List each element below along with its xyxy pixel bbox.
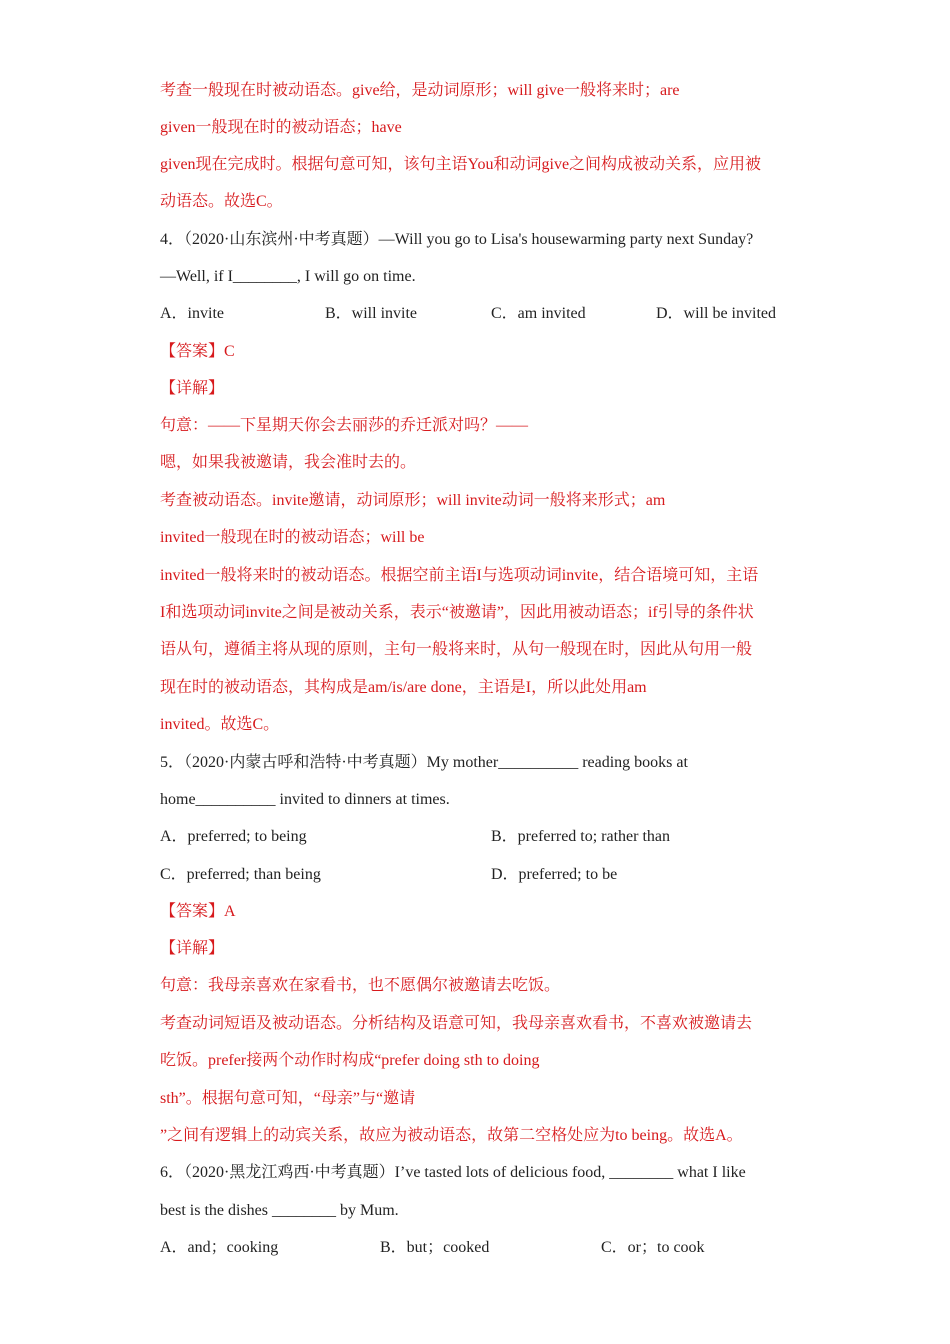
q4-answer: 【答案】C (160, 343, 235, 360)
q6-option-b: B．but；cooked (380, 1239, 490, 1256)
q5-answer: 【答案】A (160, 903, 236, 920)
q6-stem-line1: 6．（2020·黑龙江鸡西·中考真题）I’ve tasted lots of delicious food, ________ what I like (160, 1164, 746, 1181)
q4-explanation-line: invited一般将来时的被动语态。根据空前主语I与选项动词invite，结合语境可知，主语 (160, 567, 759, 584)
q6-stem-line2: best is the dishes ________ by Mum. (160, 1202, 399, 1219)
q5-explanation-line: sth”。根据句意可知，“母亲”与“邀请 (160, 1090, 416, 1107)
q5-option-b: B．preferred to; rather than (491, 828, 671, 845)
q4-option-a: A．invite (160, 305, 224, 322)
q4-explanation-line: invited一般现在时的被动语态；will be (160, 529, 425, 546)
q4-stem-line2: —Well, if I________, I will go on time. (160, 268, 416, 285)
q5-explanation-line: ”之间有逻辑上的动宾关系，故应为被动语态，故第二空格处应为to being。故选A。 (160, 1127, 743, 1144)
q6-option-a: A．and；cooking (160, 1239, 279, 1256)
q4-option-c: C．am invited (491, 305, 586, 322)
q4-option-b: B．will invite (325, 305, 418, 322)
q4-detail-label: 【详解】 (160, 380, 225, 397)
q4-explanation-line: invited。故选C。 (160, 716, 280, 733)
q4-option-d: D．will be invited (656, 305, 776, 322)
q4-explanation-line: 嗯，如果我被邀请，我会准时去的。 (160, 454, 417, 471)
q4-explanation-line: 考查被动语态。invite邀请，动词原形；will invite动词一般将来形式；am (160, 492, 666, 509)
q5-explanation-line: 句意：我母亲喜欢在家看书，也不愿偶尔被邀请去吃饭。 (160, 977, 561, 994)
q3-explanation-line: 考查一般现在时被动语态。give给，是动词原形；will give一般将来时；are (160, 82, 680, 99)
q3-explanation-line: given一般现在时的被动语态；have (160, 119, 402, 136)
q4-explanation-line: 语从句，遵循主将从现的原则，主句一般将来时，从句一般现在时，因此从句用一般 (160, 641, 753, 658)
q3-explanation-line: given现在完成时。根据句意可知，该句主语You和动词give之间构成被动关系，应用被 (160, 156, 762, 173)
q4-explanation-line: 句意：——下星期天你会去丽莎的乔迁派对吗？—— (160, 417, 529, 434)
q4-explanation-line: 现在时的被动语态，其构成是am/is/are done，主语是I，所以此处用am (160, 679, 647, 696)
q4-stem-line1: 4．（2020·山东滨州·中考真题）—Will you go to Lisa's housewarming party next Sunday? (160, 231, 754, 248)
q5-detail-label: 【详解】 (160, 940, 225, 957)
q5-option-d: D．preferred; to be (491, 866, 618, 883)
q5-explanation-line: 考查动词短语及被动语态。分析结构及语意可知，我母亲喜欢看书，不喜欢被邀请去 (160, 1015, 753, 1032)
q4-explanation-line: I和选项动词invite之间是被动关系，表示“被邀请”，因此用被动语态；if引导的条件状 (160, 604, 754, 621)
q5-option-c: C．preferred; than being (160, 866, 321, 883)
q5-explanation-line: 吃饭。prefer接两个动作时构成“prefer doing sth to doing (160, 1052, 540, 1069)
q6-option-c: C．or；to cook (601, 1239, 705, 1256)
q5-option-a: A．preferred; to being (160, 828, 307, 845)
q5-stem-line2: home__________ invited to dinners at times. (160, 791, 450, 808)
q5-stem-line1: 5．（2020·内蒙古呼和浩特·中考真题）My mother__________ reading books at (160, 754, 688, 771)
q3-explanation-line: 动语态。故选C。 (160, 193, 283, 210)
